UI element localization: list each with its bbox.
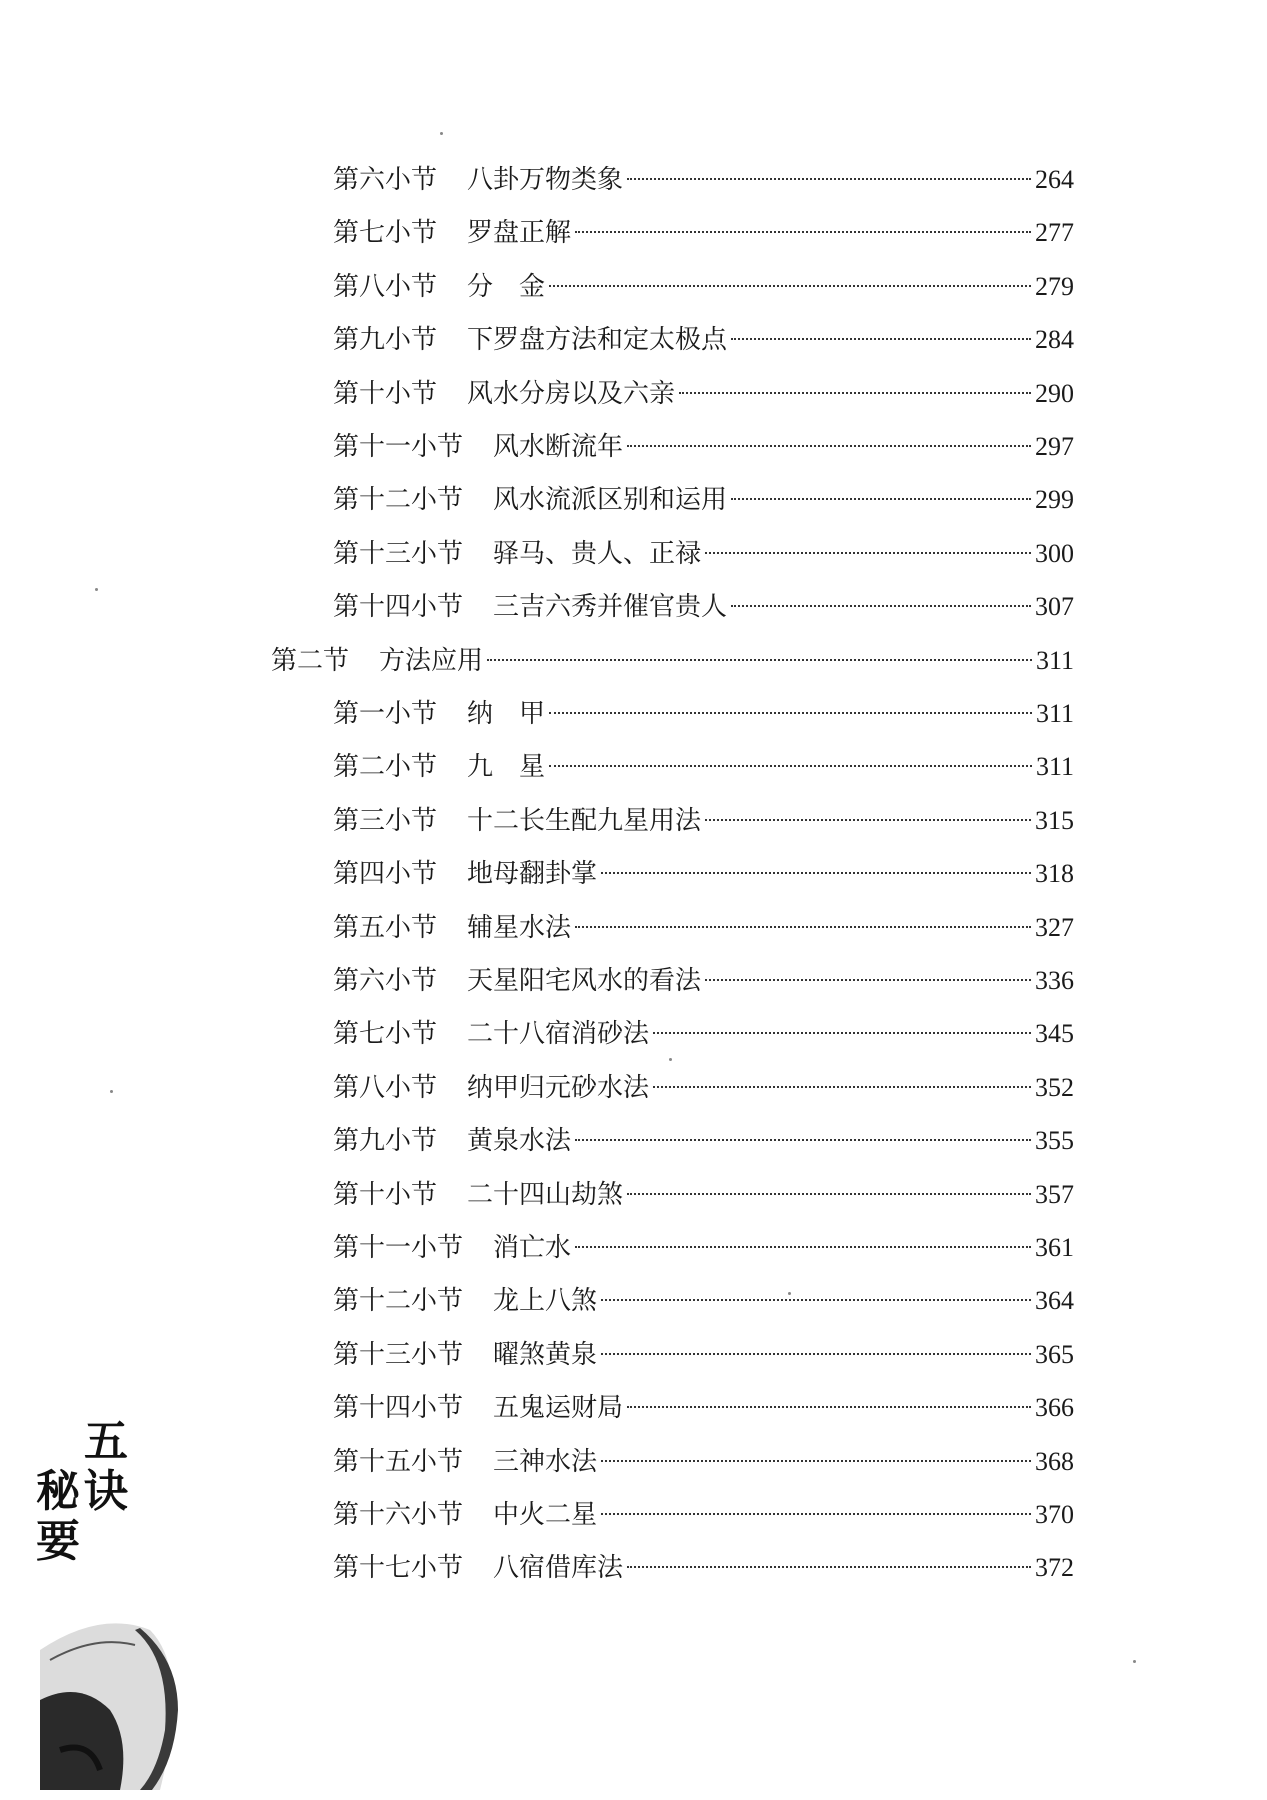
toc-entry: [333, 1281, 1074, 1321]
toc-dot-leader: [653, 1032, 1031, 1034]
toc-dot-leader: [601, 1513, 1031, 1515]
toc-entry-label: 第十五小节: [333, 1446, 464, 1477]
toc-dot-leader: [705, 979, 1031, 981]
toc-entry-label: 第十一小节: [333, 1233, 464, 1263]
toc-entry-title: 驿马、贵人、正禄: [493, 538, 702, 569]
toc-entry: [333, 1068, 1074, 1108]
toc-entry-title: 九 星: [467, 752, 546, 783]
toc-dot-leader: [549, 712, 1032, 714]
toc-dot-leader: [487, 659, 1032, 661]
toc-entry-label: 第十小节: [333, 1179, 438, 1210]
toc-dot-leader: [601, 1299, 1031, 1301]
toc-dot-leader: [653, 1086, 1031, 1088]
toc-entry-label: 第十小节: [333, 378, 438, 409]
toc-entry-label: 第七小节: [333, 218, 438, 249]
toc-dot-leader: [705, 552, 1031, 554]
scan-speck: [669, 1058, 672, 1061]
toc-entry-title: 五鬼运财局: [493, 1393, 624, 1424]
toc-dot-leader: [679, 392, 1031, 394]
toc-entry: [333, 694, 1074, 734]
title-char-mi: 秘: [36, 1466, 80, 1517]
toc-entry: [333, 908, 1074, 948]
toc-entry: [333, 374, 1074, 414]
toc-entry: [333, 854, 1074, 894]
title-char-yao: 要: [36, 1516, 80, 1567]
toc-entry-page-number: 368: [1035, 1446, 1074, 1476]
toc-entry: [333, 587, 1074, 627]
toc-entry-page-number: 318: [1035, 859, 1074, 889]
toc-dot-leader: [575, 926, 1031, 928]
toc-entry-title: 辅星水法: [467, 912, 572, 943]
toc-entry-page-number: 365: [1035, 1339, 1074, 1369]
toc-entry-label: 第十三小节: [333, 538, 464, 569]
toc-entry-title: 八卦万物类象: [467, 165, 624, 195]
toc-dot-leader: [705, 819, 1031, 821]
toc-entry-label: 第十四小节: [333, 592, 464, 623]
toc-entry-title: 中火二星: [493, 1500, 598, 1530]
toc-entry-title: 龙上八煞: [493, 1286, 598, 1317]
toc-entry-page-number: 299: [1035, 485, 1074, 515]
toc-entry-label: 第八小节: [333, 1072, 438, 1103]
ink-brush-decoration: [40, 1590, 180, 1790]
toc-entry: [333, 213, 1074, 253]
toc-entry: [271, 641, 1074, 681]
toc-dot-leader: [627, 445, 1031, 447]
toc-entry: [333, 961, 1074, 1001]
toc-entry: [333, 801, 1074, 841]
toc-dot-leader: [627, 1566, 1031, 1568]
toc-entry-label: 第六小节: [333, 165, 438, 195]
toc-dot-leader: [549, 765, 1032, 767]
toc-entry-title: 风水流派区别和运用: [493, 485, 728, 516]
toc-dot-leader: [731, 605, 1031, 607]
toc-entry: [333, 1335, 1074, 1375]
toc-dot-leader: [731, 338, 1031, 340]
toc-entry-label: 第五小节: [333, 912, 438, 943]
toc-entry-label: 第三小节: [333, 805, 438, 836]
toc-dot-leader: [601, 1353, 1031, 1355]
toc-entry-page-number: 277: [1035, 218, 1074, 248]
toc-entry: [333, 1442, 1074, 1482]
book-title-mark: [36, 1416, 146, 1580]
toc-dot-leader: [575, 1246, 1031, 1248]
toc-entry-page-number: 315: [1035, 805, 1074, 835]
toc-entry-page-number: 284: [1035, 325, 1074, 355]
toc-entry-page-number: 366: [1035, 1393, 1074, 1423]
toc-entry-title: 纳甲归元砂水法: [467, 1072, 650, 1103]
toc-entry-page-number: 290: [1035, 378, 1074, 408]
toc-entry-title: 下罗盘方法和定太极点: [467, 325, 728, 356]
toc-entry-label: 第八小节: [333, 271, 438, 302]
toc-entry: [333, 747, 1074, 787]
toc-entry-page-number: 297: [1035, 432, 1074, 461]
toc-entry-label: 第九小节: [333, 325, 438, 356]
toc-entry-label: 第二节: [271, 645, 350, 676]
toc-entry: [333, 1121, 1074, 1161]
toc-entry-page-number: 327: [1035, 912, 1074, 942]
toc-entry-label: 第十一小节: [333, 432, 464, 462]
toc-entry-page-number: 336: [1035, 966, 1074, 995]
toc-entry-title: 二十八宿消砂法: [467, 1019, 650, 1050]
toc-entry-page-number: 279: [1035, 271, 1074, 301]
title-char-jue: 诀: [84, 1466, 128, 1517]
toc-entry: [333, 267, 1074, 307]
scan-speck: [95, 588, 98, 591]
toc-entry-page-number: 361: [1035, 1233, 1074, 1262]
toc-entry-title: 曜煞黄泉: [493, 1339, 598, 1370]
toc-entry-page-number: 311: [1035, 699, 1074, 728]
toc-entry-title: 风水分房以及六亲: [467, 378, 676, 409]
toc-entry: [333, 480, 1074, 520]
toc-dot-leader: [601, 872, 1031, 874]
toc-entry: [333, 160, 1074, 200]
toc-entry-label: 第十六小节: [333, 1500, 464, 1530]
toc-entry-page-number: 364: [1035, 1286, 1074, 1316]
toc-entry: [333, 1495, 1074, 1535]
toc-entry-title: 黄泉水法: [467, 1126, 572, 1157]
toc-entry-title: 三神水法: [493, 1446, 598, 1477]
scan-speck: [1133, 1660, 1136, 1663]
toc-entry-title: 分 金: [467, 271, 546, 302]
toc-entry-label: 第六小节: [333, 966, 438, 996]
toc-entry-label: 第十二小节: [333, 1286, 464, 1317]
toc-entry-label: 第一小节: [333, 699, 438, 729]
scan-speck: [440, 132, 443, 135]
toc-entry-label: 第十七小节: [333, 1553, 464, 1584]
toc-entry: [333, 320, 1074, 360]
toc-entry-title: 八宿借库法: [493, 1553, 624, 1584]
toc-entry-label: 第十四小节: [333, 1393, 464, 1424]
toc-entry-page-number: 372: [1035, 1553, 1074, 1583]
toc-entry: [333, 1388, 1074, 1428]
toc-entry: [333, 1175, 1074, 1215]
toc-entry-page-number: 300: [1035, 538, 1074, 568]
toc-entry-title: 十二长生配九星用法: [467, 805, 702, 836]
toc-entry-title: 消亡水: [493, 1233, 572, 1263]
toc-entry-title: 方法应用: [379, 645, 484, 676]
toc-dot-leader: [575, 1139, 1031, 1141]
toc-entry: [333, 427, 1074, 467]
toc-entry-label: 第二小节: [333, 752, 438, 783]
toc-entry-page-number: 352: [1035, 1072, 1074, 1102]
scan-speck: [788, 1292, 791, 1295]
toc-dot-leader: [731, 498, 1031, 500]
toc-entry-title: 纳 甲: [467, 699, 546, 729]
scan-speck: [110, 1090, 113, 1093]
toc-entry-title: 天星阳宅风水的看法: [467, 966, 702, 996]
toc-dot-leader: [627, 178, 1031, 180]
toc-entry-page-number: 357: [1035, 1179, 1074, 1209]
toc-entry-label: 第四小节: [333, 859, 438, 890]
toc-entry-label: 第十三小节: [333, 1339, 464, 1370]
toc-dot-leader: [627, 1193, 1031, 1195]
toc-dot-leader: [601, 1460, 1031, 1462]
toc-entry-page-number: 307: [1035, 592, 1074, 622]
toc-dot-leader: [575, 231, 1031, 233]
toc-entry: [333, 534, 1074, 574]
toc-dot-leader: [549, 285, 1031, 287]
toc-entry-title: 三吉六秀并催官贵人: [493, 592, 728, 623]
toc-entry: [333, 1014, 1074, 1054]
toc-entry-title: 风水断流年: [493, 432, 624, 462]
toc-entry-label: 第九小节: [333, 1126, 438, 1157]
title-char-wu: 五: [84, 1416, 128, 1467]
toc-entry-page-number: 311: [1035, 645, 1074, 675]
toc-entry-page-number: 355: [1035, 1126, 1074, 1156]
toc-entry-title: 罗盘正解: [467, 218, 572, 249]
toc-entry-label: 第十二小节: [333, 485, 464, 516]
toc-entry-page-number: 370: [1035, 1500, 1074, 1529]
toc-entry-page-number: 264: [1035, 165, 1074, 194]
toc-dot-leader: [627, 1406, 1031, 1408]
toc-entry-label: 第七小节: [333, 1019, 438, 1050]
toc-entry: [333, 1548, 1074, 1588]
toc-entry-page-number: 345: [1035, 1019, 1074, 1049]
toc-entry-page-number: 311: [1035, 752, 1074, 782]
toc-entry-title: 二十四山劫煞: [467, 1179, 624, 1210]
toc-entry-title: 地母翻卦掌: [467, 859, 598, 890]
toc-entry: [333, 1228, 1074, 1268]
